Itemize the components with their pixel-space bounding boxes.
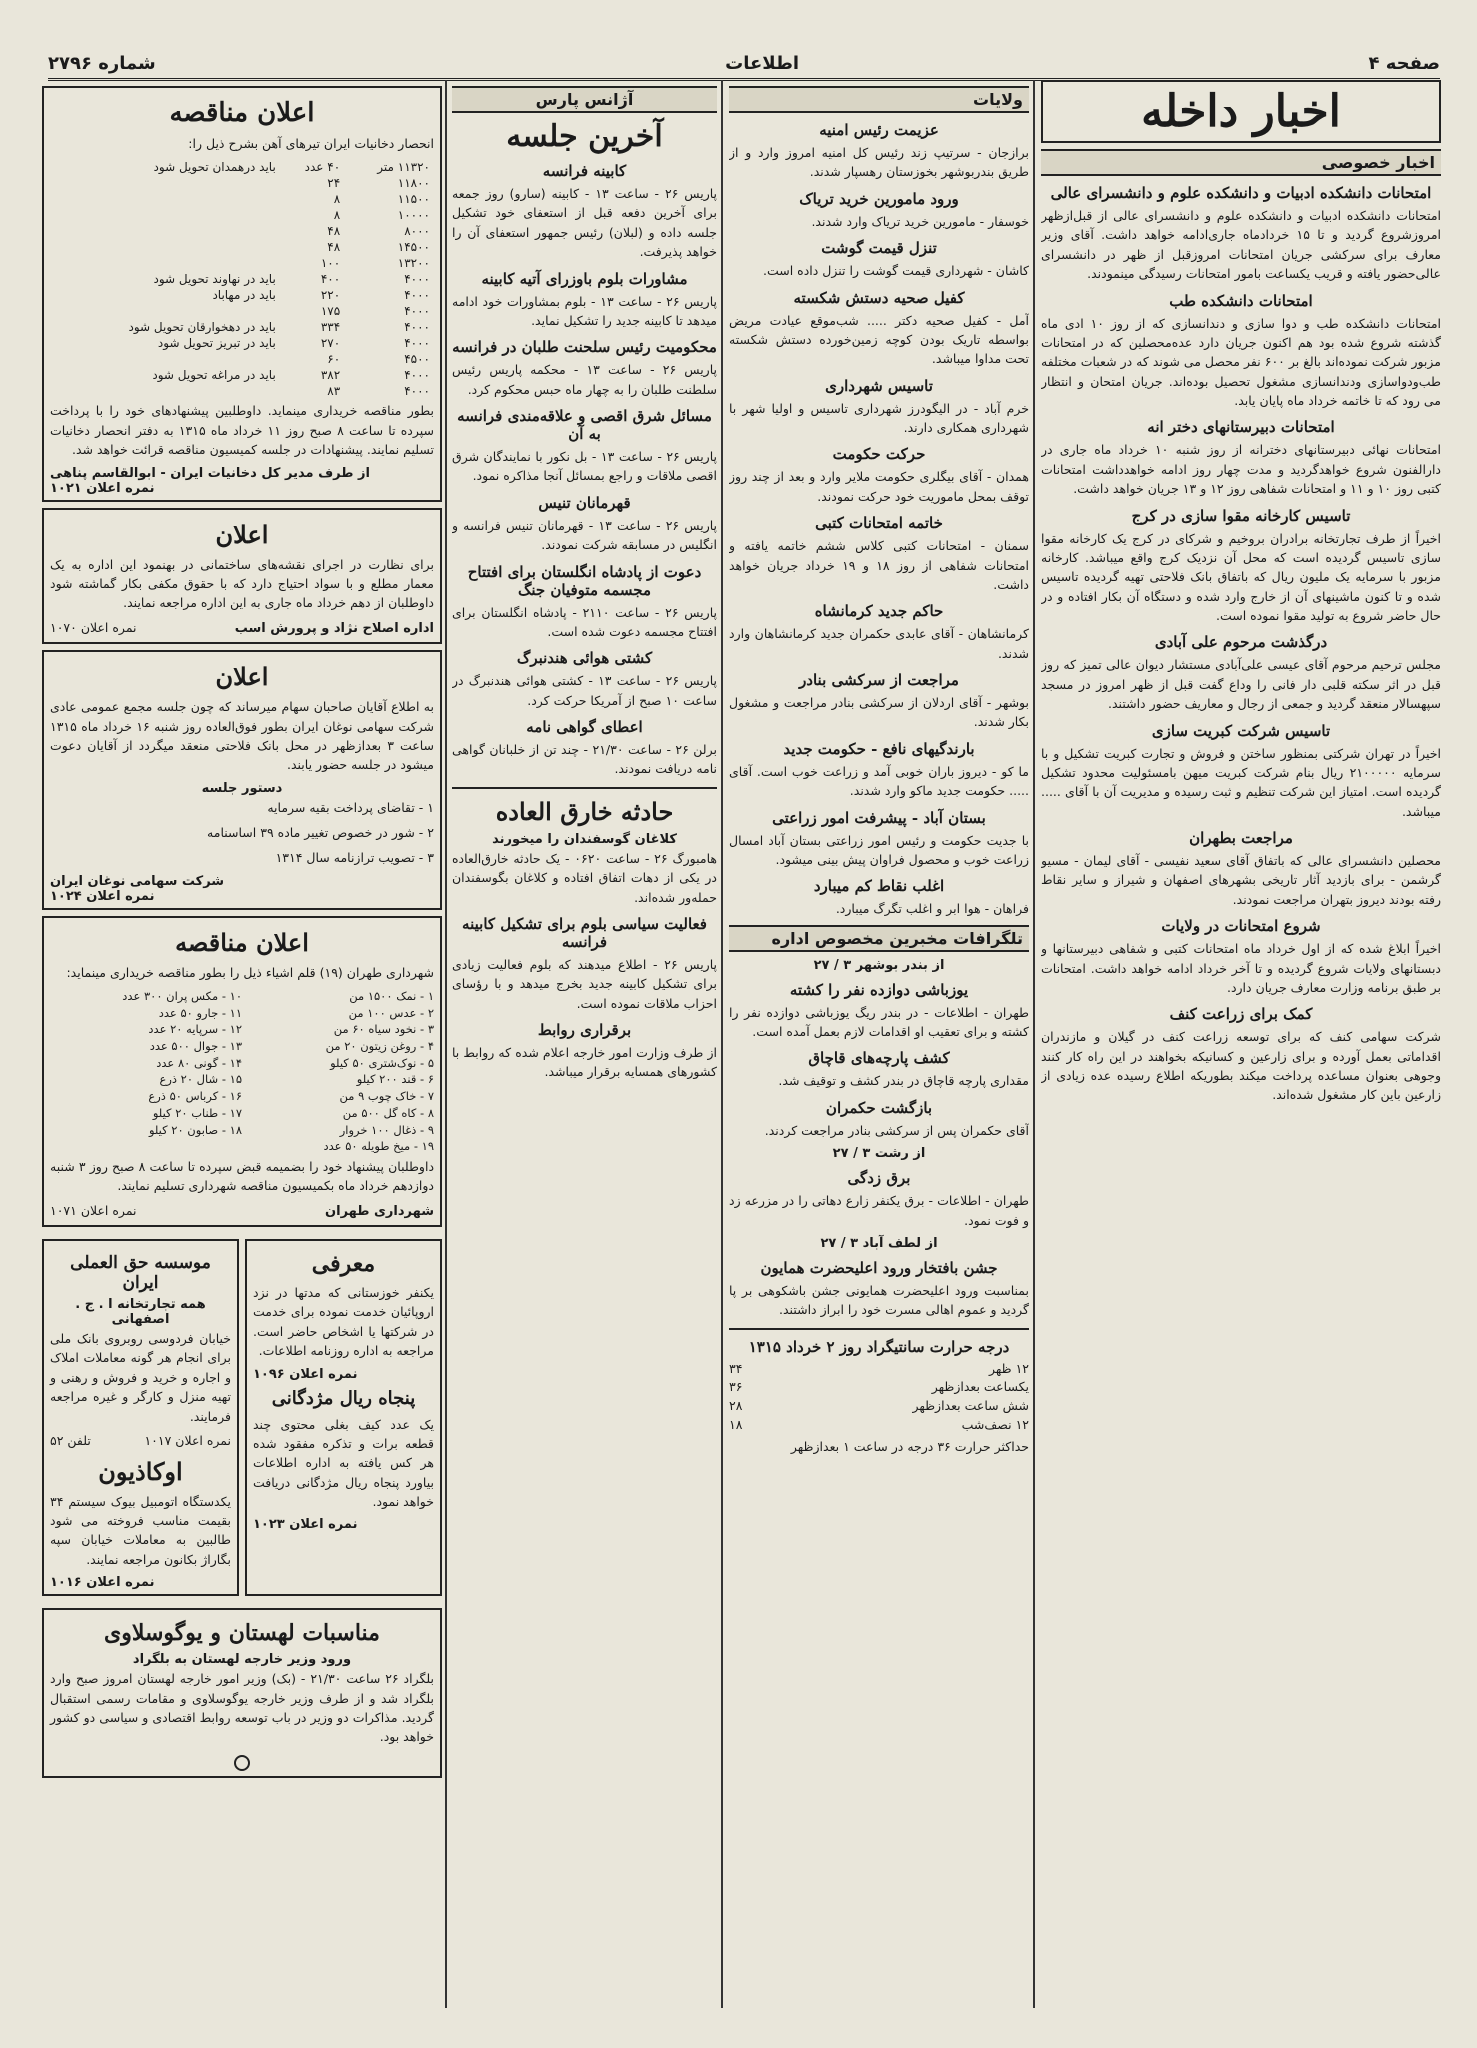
row-note <box>50 239 280 255</box>
notice-signature: شهرداری طهران <box>325 1203 434 1219</box>
article-body: امتحانات دانشکده ادبیات و دانشکده علوم و دانشسرای عالی از قبل‌ازظهر امروزشروع گردید و تا ۱۵ خردادماه جاری‌ادامه‌ خواهد داشت. آقای وزیر معارف برای سرکشی جریان امتحانات امروزقبل از ظهر در دانشسرای عالی‌حضور یافته و قریب یکساعت بامور امتحانات رسیدگی مینمودند. <box>1041 208 1441 282</box>
article-title: محکومیت رئیس سلحنت طلبان در فرانسه <box>452 338 717 357</box>
article-title: مراجعت بطهران <box>1189 829 1293 847</box>
article-body: خرم آباد - در الیگودرز شهرداری تاسیس و اولیا شهر با شهرداری همکاری دارند. <box>729 400 1029 435</box>
table-row <box>50 271 434 287</box>
table-row <box>50 303 434 319</box>
table-row <box>50 351 434 367</box>
list-item: ۱۶ - کرباس ۵۰ ذرع <box>148 1089 242 1104</box>
table-row <box>50 367 434 383</box>
row-size: ۴۰۰۰ <box>404 336 430 351</box>
notice-body: برای نظارت در اجرای نقشه‌های ساختمانی در بهنمود این اداره به یک معمار مطلع و با سواد احتیاج دارد که با حقوق مکفی بکار گماشته شود داوطلبان از دهم خرداد ماه جاری به این اداره مراجعه نمایند. <box>50 556 434 611</box>
agenda-title: دستور جلسه <box>201 780 283 796</box>
article-body: محصلین دانشسرای عالی که باتفاق آقای سعید نفیسی - آقای لیمان - مسیو گرشمن - برای بازدید آثار تاریخی بشهرهای اصفهان و شیراز و سایر نقاط رفته بودند دیروز بتهران مراجعت نمودند. <box>1041 853 1441 907</box>
dateline: از لطف آباد ۳ / ۲۷ <box>820 1235 938 1251</box>
list-item: ۱۴ - گونی ۸۰ عدد <box>156 1055 242 1070</box>
article <box>1041 917 1441 997</box>
row-size: ۸۰۰۰ <box>404 224 430 239</box>
ad-ref: نمره اعلان ۱۰۹۶ <box>253 1366 358 1382</box>
row-note <box>50 383 280 399</box>
article-title: کشتی هوائی هندنبرگ <box>516 649 653 668</box>
weather-label: شش ساعت بعدازظهر <box>912 1398 1029 1414</box>
article-body: هامبورگ ۲۶ - ساعت ۰۶۲۰ - یک حادثه خارق‌العاده در یکی از دهات اتفاق افتاده و کلاغان بگوسفندان حمله‌ور شده‌اند. <box>452 850 717 905</box>
weather-value: ۳۴ <box>729 1360 743 1376</box>
article-body: پاریس ۲۶ - ساعت ۱۳ - کابینه (سارو) روز جمعه برای آخرین دفعه قبل از استعفای خود تشکیل جلسه داده و (لبلان) رئیس جمهور استعفای آن را خواهد پذیرفت. <box>452 186 717 260</box>
column-rule <box>445 80 447 2008</box>
article-title: امتحانات دبیرستانهای دختر انه <box>1147 418 1335 437</box>
column-rule <box>721 80 723 2008</box>
table-row <box>50 255 434 271</box>
article-body: بوشهر - آقای اردلان از سرکشی بنادر مراجعت و مشغول بکار شدند. <box>729 695 1029 730</box>
row-size: ۴۰۰۰ <box>404 368 430 383</box>
list-item: ۸ - کاه گل ۵۰۰ من <box>342 1105 434 1120</box>
article-body: پاریس ۲۶ - ساعت ۱۳ - محکمه پاریس رئیس سلطنت طلبان را به چهار ماه حبس محکوم کرد. <box>452 362 717 397</box>
article-title: عزیمت رئیس امنیه <box>819 121 939 139</box>
notice-intro: شهرداری طهران (۱۹) قلم اشیاء ذیل را بطور مناقصه خریداری مینماید: <box>66 964 434 980</box>
article-title: ورود مامورین خرید تریاک <box>799 189 959 208</box>
article <box>1041 829 1441 909</box>
telegrams-band: تلگرافات مخبرین مخصوص اداره <box>729 925 1029 952</box>
row-qty: ۴۸ <box>327 224 341 239</box>
article-title: شروع امتحانات در ولایات <box>1161 917 1321 936</box>
event-subhead: کلاغان گوسفندان را میخورند <box>492 831 677 847</box>
article-title: بارندگیهای نافع - حکومت جدید <box>783 739 975 758</box>
notice-ref: نمره اعلان ۱۰۲۴ <box>50 888 155 904</box>
article-body: با جدیت حکومت و رئیس امور زراعتی بستان آباد امسال زراعت خوب و محصول فراوان پیش بینی میشود. <box>729 832 1029 867</box>
list-item: ۱۸ - صابون ۲۰ کیلو <box>148 1122 242 1137</box>
table-row <box>50 319 434 335</box>
ad-body: یکدستگاه اتومبیل بیوک سیستم ۳۴ بقیمت مناسب فروخته می شود طالبین به معاملات خیابان سپه بگاراژ بکانون مراجعه نمایند. <box>50 1493 231 1567</box>
article-title: بازگشت حکمران <box>825 1098 933 1117</box>
notice <box>42 508 442 645</box>
dateline: از رشت ۳ / ۲۷ <box>832 1146 926 1162</box>
article <box>1041 184 1441 284</box>
table-row <box>50 207 434 223</box>
agency-band: آژانس پارس <box>452 86 717 113</box>
article-title: یوزباشی دوازده نفر را کشته <box>789 980 969 999</box>
table-row <box>50 287 434 303</box>
article-title: دعوت از پادشاه انگلستان برای افتتاح مجسمه متوفیان جنگ <box>467 562 702 599</box>
row-qty: ۱۰۰ <box>320 256 341 271</box>
article-body: سمنان - امتحانات کتبی کلاس ششم خاتمه یافته و امتحانات شفاهی از روز ۱۸ و ۱۹ خرداد جریان خواهد داشت. <box>729 538 1029 592</box>
ad-body: یک عدد کیف بغلی محتوی چند قطعه برات و تذکره مفقود شده هر کس یافته به اداره اطلاعات بیاورد پنجاه ریال مژدگانی دریافت خواهد نمود. <box>253 1416 434 1510</box>
row-qty: ۴۸ <box>327 240 341 255</box>
weather-row <box>729 1397 1029 1416</box>
article-body: امتحانات نهائی دبیرستانهای دخترانه از روز شنبه ۱۰ خرداد ماه جاری در دارالفنون شروع خواهدگردید و مدت چهار روز ادامه خواهدداشت امتحانات کتبی روز ۱۰ و ۱۱ و امتحانات شفاهی روز ۱۲ و ۱۳ جریان خواهد داشت. <box>1041 442 1441 497</box>
row-qty: ۴۰۰ <box>320 272 341 287</box>
weather-value: ۳۶ <box>729 1379 743 1395</box>
row-size: ۴۰۰۰ <box>404 320 430 335</box>
ad-title: پنجاه ریال مژدگانی <box>271 1387 416 1409</box>
notice-ref: نمره اعلان ۱۰۷۱ <box>50 1202 137 1218</box>
row-note <box>50 207 280 223</box>
list-item: ۱۲ - سرپایه ۲۰ عدد <box>148 1022 242 1037</box>
ad-footer <box>50 1432 231 1451</box>
article-title: کشف پارچه‌های قاچاق <box>808 1049 950 1068</box>
article-title: تاسیس کارخانه مقوا سازی در کرج <box>1131 506 1351 525</box>
article-title: امتحانات دانشکده ادبیات و دانشکده علوم و دانشسرای عالی <box>1050 184 1432 202</box>
article-body: کرمانشاهان - آقای عابدی حکمران جدید کرمانشاهان وارد شدند. <box>729 626 1029 661</box>
intro-ad <box>245 1239 442 1596</box>
list-item: ۱۳ - جوال ۵۰۰ عدد <box>149 1039 242 1054</box>
article-body: پاریس ۲۶ - ساعت ۱۳ - بل نکور با نمایندگان شرق اقصی ملاقات و راجع بمسائل آنجا مذاکره نمود. <box>452 449 717 484</box>
article-body: پاریس ۲۶ - اطلاع میدهند که بلوم فعالیت زیادی برای تشکیل کابینه جدید بخرج میدهد و با رؤسای احزاب ملاقات نموده است. <box>452 956 717 1011</box>
article-body: مجلس ترحیم مرحوم آقای عیسی علی‌آبادی مستشار دیوان عالی تمیز که روز قبل در اثر سکته قلبی دار فانی را وداع گفت قبل از ظهر امروز در مسجد سپهسالار منعقد گردید و جمعی از رجال و معاریف حضور داشتند. <box>1041 657 1441 712</box>
article-title: جشن بافتخار ورود اعلیحضرت همایون <box>760 1258 998 1277</box>
article-body: کاشان - شهرداری قیمت گوشت را تنزل داده است. <box>762 263 1029 279</box>
row-size: ۴۰۰۰ <box>404 384 430 399</box>
article <box>1041 633 1441 713</box>
article-body: ما کو - دیروز باران خوبی آمد و زراعت خوب است. آقای ..... حکومت جدید ماکو وارد شدند. <box>729 763 1029 799</box>
article-title: اعطای گواهی نامه <box>526 718 643 736</box>
table-row <box>50 191 434 207</box>
row-qty: ۲۲۰ <box>320 288 341 303</box>
article-body: پاریس ۲۶ - ساعت ۱۳ - کشتی هوائی هندنبرگ در ساعت ۱۰ صبح از آمریکا حرکت کرد. <box>452 673 717 708</box>
article-body: بمناسبت ورود اعلیحضرت همایونی جشن باشکوهی بر پا گردید و عموم اهالی مسرت خود را ابراز داشتند. <box>729 1282 1029 1318</box>
tender-table <box>50 159 434 399</box>
article-subtitle: ورود وزیر خارجه لهستان به بلگراد <box>132 1652 352 1668</box>
announcements-column <box>42 80 442 2008</box>
article-title: تاسیس شهرداری <box>825 376 933 395</box>
weather-title: درجه حرارت سانتیگراد روز ۲ خرداد ۱۳۱۵ <box>748 1337 1010 1356</box>
article <box>1041 722 1441 822</box>
article-body: آمل - کفیل صحیه دکتر ..... شب‌موقع عیادت مریض بواسطه تاریک بودن کوچه زمین‌خورده دستش شکسته تحت مداوا میباشد. <box>729 312 1029 367</box>
article-title: کابینه فرانسه <box>542 162 627 180</box>
list-item: ۱۱ - جارو ۵۰ عدد <box>158 1005 242 1020</box>
ad-title: معرفی <box>311 1251 376 1278</box>
row-size: ۴۰۰۰ <box>404 288 430 303</box>
article-body: فراهان - هوا ابر و اغلب تگرگ میبارد. <box>835 901 1029 917</box>
agenda-item: ۱ - تقاضای پرداخت بقیه سرمایه <box>267 799 434 815</box>
weather-label: یکساعت بعدازظهر <box>931 1379 1029 1395</box>
list-item: ۵ - نوک‌شتری ۵۰ کیلو <box>330 1055 434 1070</box>
ad-title: موسسه حق العملی ایران <box>70 1253 211 1294</box>
article-body: امتحانات دانشکده طب و دوا سازی و دندانسازی که از روز ۱۰ ادی ماه گذشته شروع شده بود هم اکنون جریان دارد عده‌محصلین که در امتحانات مزبور شرکت نموده‌اند بالغ بر ۶۰۰ نفر محصل می شوند که در شعبات مختلفه طب‌ودواسازی ودندانسازی مشغول تحصیل بوده‌اند. جریان امتحان و انتظار می رود که تا خاتمه‌ خرداد ماه پایان یابد. <box>1041 315 1441 408</box>
ornament-icon <box>234 1755 250 1771</box>
list-item: ۷ - خاک چوب ۹ من <box>339 1089 434 1104</box>
row-note <box>50 223 280 239</box>
row-size: ۱۱۸۰۰ <box>397 176 430 191</box>
ad-body: یکنفر خوزستانی که مدتها در نزد اروپائیان خدمت نموده برای خدمت در شرکتها یا اشخاص حاضر است. مراجعه به اداره روزنامه اطلاعات. <box>253 1285 434 1359</box>
article <box>1041 1005 1441 1105</box>
article-body: خوسفار - مامورین خرید تریاک وارد شدند. <box>811 213 1029 229</box>
article-body: اخیراً ابلاغ شده که از اول خرداد ماه امتحانات کتبی و شفاهی دبیرستانها و دبستانهای ولایات شروع گردیده و تا آخر خرداد ادامه خواهد داشت. امتحانات بر طبق برنامه وزارت معارف جریان دارد. <box>1041 941 1441 995</box>
row-qty: ۲۷۰ <box>320 336 341 351</box>
list-item: ۱۹ - میخ طویله ۵۰ عدد <box>323 1139 434 1154</box>
row-qty: ۱۷۵ <box>320 304 341 319</box>
row-size: ۱۴۵۰۰ <box>397 240 430 255</box>
article-title: حرکت حکومت <box>832 445 926 464</box>
article-title: مناسبات لهستان و یوگوسلاوی <box>104 1620 380 1647</box>
article <box>1041 292 1441 411</box>
ads-row <box>42 1233 442 1602</box>
provinces-band: ولایات <box>729 86 1029 113</box>
notice-title: اعلان <box>215 519 269 549</box>
main-headline: آخرین جلسه <box>506 119 663 154</box>
row-note: باید در مهاباد <box>212 288 276 303</box>
notice-signature: شرکت سهامی نوغان ایران <box>50 873 225 889</box>
agenda-item: ۲ - شور در خصوص تغییر ماده ۳۹ اساسنامه <box>207 825 434 840</box>
paper-name: اطلاعات <box>725 52 800 74</box>
row-note <box>50 191 280 207</box>
article-title: امتحانات دانشکده طب <box>1169 291 1313 310</box>
row-qty: ۴۰ عدد <box>304 160 341 175</box>
page-header <box>48 48 1440 81</box>
row-qty: ۸ <box>333 192 341 207</box>
column-rule <box>1033 80 1035 2008</box>
table-row <box>50 335 434 351</box>
weather-label: ۱۲ ظهر <box>988 1360 1029 1376</box>
row-size: ۱۰۰۰۰ <box>397 208 430 223</box>
special-news-band: اخبار خصوصی <box>1041 149 1441 176</box>
relations-article <box>42 1608 442 1778</box>
article-title: قهرمانان تنیس <box>538 493 631 512</box>
article-body: طهران - اطلاعات - برق یکنفر زارع دهاتی را در مزرعه زد و فوت نمود. <box>729 1193 1029 1228</box>
ad-subtitle: همه تجارتخانه ا . ج . اصفهانی <box>75 1297 206 1328</box>
row-note <box>50 255 280 271</box>
dateline: از بندر بوشهر ۳ / ۲۷ <box>813 957 945 973</box>
article-body: برازجان - سرتیپ زند رئیس کل امنیه امروز وارد و از طریق بندربوشهر بخوزستان رهسپار شدند. <box>729 145 1029 180</box>
article-title: بستان آباد - پیشرفت امور زراعتی <box>772 808 986 827</box>
article <box>1041 418 1441 498</box>
article-title: مراجعت از سرکشی بنادر <box>799 671 959 689</box>
ornament <box>50 1753 434 1772</box>
row-size: ۴۵۰۰ <box>404 352 430 367</box>
row-note: باید در نهاوند تحویل شود <box>153 272 276 287</box>
weather-value: ۱۸ <box>729 1416 743 1432</box>
internal-news-column <box>1041 80 1441 2008</box>
notice-footer <box>50 1202 434 1222</box>
notice-body: داوطلبان پیشنهاد خود را بضمیمه قبض سپرده تا ساعت ۸ صبح روز ۳ شنبه دوازدهم خرداد ماه بکمیسیون مناقصه شهرداری تسلیم نمایند. <box>50 1158 435 1194</box>
weather-row <box>729 1416 1029 1435</box>
row-size: ۱۳۲۰۰ <box>397 256 430 271</box>
row-note: باید در تبریز تحویل شود <box>157 336 276 351</box>
section-masthead: اخبار داخله <box>1041 80 1441 143</box>
row-qty: ۶۰ <box>327 352 341 367</box>
notice-signature: اداره اصلاح نژاد و پرورش اسب <box>234 620 434 636</box>
article-body: اخیراً از طرف تجارتخانه برادران بروخیم و شرکای در کرج یک کارخانه مقوا سازی تاسیس گردیده است که محل آن نزدیک کرج واقع میباشد. کارخانه مزبور با سرمایه یک ملیون ریال که باتفاق بانک فلاحتی تهیه گردیده تاسیس شده و تا کنون ماشینهای آن از خارج وارد شده و دستگاه آن بکار افتاده و در حال حاضر شروع به تولید مقوا نموده است. <box>1041 530 1441 623</box>
article-title: کفیل صحیه دستش شکسته <box>793 288 965 307</box>
article-body: همدان - آقای بیگلری حکومت ملایر وارد و بعد از چند روز توقف بمحل ماموریت خود حرکت نمودند. <box>729 469 1029 504</box>
article-body: پاریس ۲۶ - ساعت ۲۱۱۰ - پادشاه انگلستان برای افتتاح مجسمه دعوت شده است. <box>452 604 717 639</box>
shareholders-notice <box>42 650 442 910</box>
list-item: ۱ - نمک ۱۵۰۰ من <box>349 989 434 1004</box>
row-qty: ۳۸۲ <box>320 368 341 383</box>
article-title: خاتمه امتحانات کتبی <box>815 514 943 533</box>
ad-title: اوکاذیون <box>98 1456 183 1486</box>
article-body: شرکت سهامی کنف که برای توسعه زراعت کنف در گیلان و مازندران اقداماتی بعمل آورده و برای زارعین و کسانیکه بخواهند در این راه کار کنند وجوهی بعنوان مساعده پرداخت میکند بطوریکه اطلاع رسیده عده زیادی از زارعین باین کار مشغول شده‌اند. <box>1041 1029 1441 1103</box>
notice-title: اعلان مناقصه <box>175 927 309 957</box>
list-item: ۲ - عدس ۱۰۰ من <box>348 1005 434 1020</box>
article-body: مقداری پارچه قاچاق در بندر کشف و توقیف شد. <box>778 1073 1029 1089</box>
notice-intro: انحصار دخانیات ایران تیرهای آهن بشرح ذیل را: <box>188 136 434 151</box>
article <box>1041 507 1441 626</box>
ad-phone: تلفن ۵۲ <box>50 1432 91 1448</box>
list-item: ۶ - قند ۲۰۰ کیلو <box>356 1072 434 1087</box>
municipality-tender <box>42 916 442 1227</box>
notice-signature: از طرف مدیر کل دخانیات ایران - ابوالقاسم پناهی <box>50 465 370 481</box>
table-row <box>50 383 434 399</box>
article-title: مشاورات بلوم باوزرای آتیه کابینه <box>481 269 688 288</box>
row-note: باید در دهخوارقان تحویل شود <box>128 320 276 335</box>
article-title: مسائل شرق اقصی و علاقه‌مندی فرانسه به آن <box>457 407 712 443</box>
list-item: ۱۵ - شال ۲۰ ذرع <box>159 1072 242 1087</box>
ad-ref: نمره اعلان ۱۰۱۷ <box>144 1432 231 1448</box>
row-qty: ۳۳۴ <box>320 320 341 335</box>
row-qty: ۸ <box>333 208 341 223</box>
item-list <box>50 988 434 1155</box>
article-title: تنزل قیمت گوشت <box>821 239 937 258</box>
ad-ref: نمره اعلان ۱۰۲۳ <box>253 1517 358 1533</box>
article-body: طهران - اطلاعات - در بندر ریگ یوزباشی دوازده نفر را کشته و برای تعقیب او اقدامات لازم بعمل آمده است. <box>729 1004 1029 1039</box>
list-item: ۹ - ذغال ۱۰۰ خروار <box>339 1122 434 1137</box>
weather-row <box>729 1360 1029 1379</box>
row-qty: ۸۳ <box>327 384 341 399</box>
row-size: ۱۱۵۰۰ <box>397 192 430 207</box>
institute-ad <box>42 1239 239 1596</box>
foreign-news-column <box>452 80 717 2008</box>
article-title: درگذشت مرحوم علی آبادی <box>1154 633 1328 652</box>
event-headline: حادثه خارق العاده <box>495 796 674 826</box>
notice-body: به اطلاع آقایان صاحبان سهام میرساند که چون جلسه مجمع عمومی عادی شرکت سهامی نوغان ایران بطور فوق‌العاده روز شنبه ۱۶ خرداد ماه ۱۳۱۵ ساعت ۳ بعدازظهر در محل بانک فلاحتی منعقد میگردد از آقایان دعوت میشود در جلسه حضور یابند. <box>50 699 434 773</box>
ad-ref: نمره اعلان ۱۰۱۶ <box>50 1575 155 1591</box>
tender-notice <box>42 86 442 502</box>
notice-ref: نمره اعلان ۱۰۷۰ <box>50 619 137 635</box>
weather-value: ۲۸ <box>729 1398 743 1414</box>
issue-number: شماره ۲۷۹۶ <box>48 52 156 74</box>
row-note: باید درهمدان تحویل شود <box>153 160 276 175</box>
list-item: ۱۷ - طناب ۲۰ کیلو <box>152 1105 242 1120</box>
article-title: اغلب نقاط کم میبارد <box>813 877 945 896</box>
row-note: باید در مراغه تحویل شود <box>152 368 276 383</box>
agenda-item: ۳ - تصویب ترازنامه سال ۱۳۱۴ <box>275 850 434 866</box>
article-title: کمک برای زراعت کنف <box>1169 1005 1313 1024</box>
row-note <box>50 303 280 319</box>
list-item: ۱۰ - مکس پران ۳۰۰ عدد <box>122 989 242 1004</box>
divider <box>729 1328 1029 1330</box>
article-title: تاسیس شرکت کبریت سازی <box>1151 721 1331 740</box>
article-title: برقراری روابط <box>537 1021 632 1039</box>
article-title: حاکم جدید کرمانشاه <box>814 602 944 621</box>
row-note <box>50 351 280 367</box>
row-qty: ۲۴ <box>327 176 341 191</box>
article-body: آقای حکمران پس از سرکشی بنادر مراجعت کردند. <box>764 1122 1029 1138</box>
row-size: ۱۱۳۲۰ متر <box>377 160 430 175</box>
weather-label: ۱۲ نصف‌شب <box>961 1416 1029 1432</box>
article-title: برق زدگی <box>847 1169 911 1188</box>
table-row <box>50 239 434 255</box>
article-body: اخیراً در تهران شرکتی بمنظور ساختن و فروش و تجارت کبریت تشکیل و با سرمایه ۲۱۰۰۰۰۰ ریال بنام شرکت کبریت میهن بامسئولیت محدود تشکیل گردیده است. امتیاز این شرکت تنظیم و ثبت رسیده و مدیریت آن با آقای ..... میباشد. <box>1041 745 1441 819</box>
provinces-column <box>729 80 1029 2008</box>
weather-row <box>729 1378 1029 1397</box>
article-body: پاریس ۲۶ - ساعت ۱۳ - بلوم بمشاورات خود ادامه میدهد تا کابینه جدید را تشکیل نماید. <box>452 293 717 328</box>
row-size: ۴۰۰۰ <box>404 304 430 319</box>
notice-body: بطور مناقصه خریداری مینماید. داوطلبین پیشنهادهای خود را با پرداخت سپرده تا ساعت ۸ صبح روز ۱۱ خرداد ماه ۱۳۱۵ به دفتر انحصار دخانیات تسلیم نمایند. پیشنهادات در جلسه کمیسیون مناقصه قرائت خواهد شد. <box>50 403 435 458</box>
notice-ref: نمره اعلان ۱۰۲۱ <box>50 480 155 496</box>
article-title: فعالیت سیاسی بلوم برای تشکیل کابینه فرانسه <box>462 914 707 951</box>
notice-title: اعلان <box>215 662 269 692</box>
article-body: از طرف وزارت امور خارجه اعلام شده که روابط با کشورهای همسایه برقرار میباشد. <box>452 1045 717 1080</box>
article-body: پاریس ۲۶ - ساعت ۱۳ - قهرمانان تنیس فرانسه و انگلیس در مسابقه شرکت نمودند. <box>452 517 717 553</box>
notice-footer <box>50 619 434 639</box>
notice-title: اعلان مناقصه <box>169 98 315 128</box>
row-size: ۴۰۰۰ <box>404 272 430 287</box>
weather-note: حداکثر حرارت ۳۶ درجه در ساعت ۱ بعدازظهر <box>790 1438 1029 1454</box>
row-note <box>50 175 280 191</box>
table-row <box>50 175 434 191</box>
table-row <box>50 159 434 175</box>
divider <box>452 787 717 789</box>
article-body: برلن ۲۶ - ساعت ۲۱/۳۰ - چند تن از خلبانان گواهی نامه دریافت نمودند. <box>452 742 717 777</box>
article-body: بلگراد ۲۶ ساعت ۲۱/۳۰ - (بک) وزیر امور خارجه لهستان امروز صبح وارد بلگراد شد و از طرف وزیر خارجه یوگوسلاوی و مقامات رسمی استقبال گردید. مذاکرات دو وزیر در باب توسعه روابط اقتصادی و سیاسی دو کشور خواهد بود. <box>50 1671 434 1745</box>
list-item: ۳ - نخود سیاه ۶۰ من <box>333 1022 434 1037</box>
ad-body: خیابان فردوسی روبروی بانک ملی برای انجام هر گونه معاملات املاک و اجاره و خرید و فروش و رهنی و تهیه منزل و کارگر و غیره مراجعه فرمایند. <box>50 1331 231 1424</box>
list-item: ۴ - روغن زیتون ۲۰ من <box>325 1039 434 1054</box>
page-number: صفحه ۴ <box>1368 52 1440 74</box>
table-row <box>50 223 434 239</box>
